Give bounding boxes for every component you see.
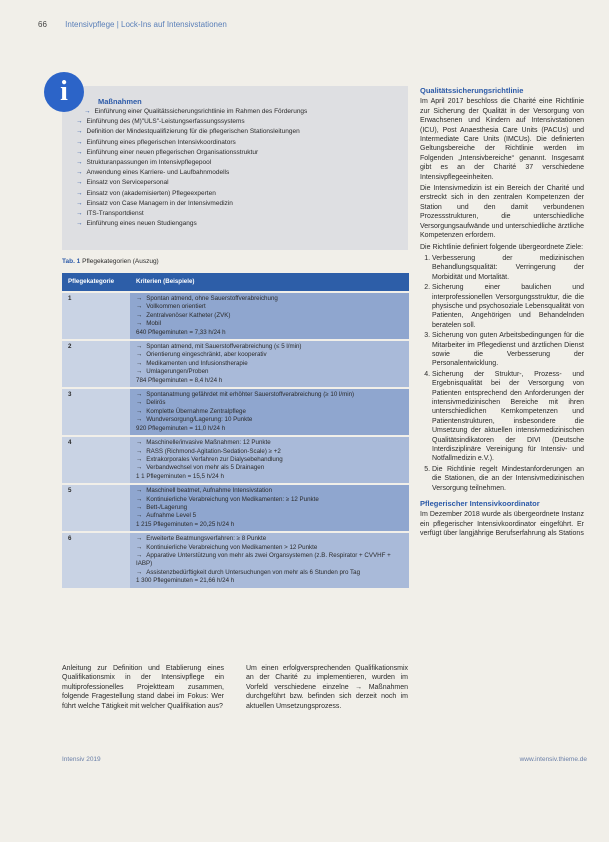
criteria-item: → RASS (Richmond-Agitation-Sedation-Scale) ≥ +2: [136, 448, 403, 456]
goal-item: 2. Sicherung einer baulichen und interprofessionellen Versorgungsstruktur, die die physische und psychosoziale Lebensqualität von Patienten, Angehörigen und Behandelnden beratelen soll.: [432, 283, 584, 330]
goal-item: 5. Die Richtlinie regelt Mindestanforderungen an die Stationen, die an der Intensivmedizinischen Versorgung teilnehmen.: [432, 465, 584, 493]
table-caption-label: Tab. 1: [62, 258, 81, 265]
page-footer: [62, 756, 587, 763]
criteria-item: → Aufnahme Level 5: [136, 512, 403, 520]
body-text-right: [420, 86, 584, 541]
section-heading: Qualitätssicherungsrichtlinie: [420, 86, 524, 95]
criteria-item: → Orientierung eingeschränkt, aber kooperativ: [136, 351, 403, 359]
criteria-cell: [130, 340, 409, 388]
criteria-cell: [130, 436, 409, 484]
measure-item: → Einführung einer Qualitätssicherungsrichtlinie im Rahmen des Förderungs: [76, 107, 406, 117]
criteria-item: → Extrakorporales Verfahren zur Dialysebehandlung: [136, 456, 403, 464]
category-cell: 3: [62, 388, 130, 436]
criteria-item: → Kontinuierliche Verabreichung von Medikamenten: ≥ 12 Punkte: [136, 496, 403, 504]
criteria-cell: [130, 532, 409, 588]
body-text-left: [62, 664, 224, 713]
body-text-middle: [246, 664, 408, 713]
footer-url: www.intensiv.thieme.de: [519, 756, 587, 763]
measure-item: → Einführung eines pflegerischen Intensivkoordinators: [76, 138, 406, 148]
measure-item: → Einsatz von (akademisierten) Pflegeexperten: [76, 189, 406, 199]
table-row: [62, 532, 409, 588]
criteria-item: → Assistenzbedürftigkeit durch Untersuchungen von mehr als 6 Stunden pro Tag: [136, 569, 403, 577]
measure-item: → ITS-Transportdienst: [76, 209, 406, 219]
criteria-item: → Mobil: [136, 320, 403, 328]
criteria-cell: [130, 484, 409, 532]
table-row: [62, 484, 409, 532]
measure-item: → Anwendung eines Karriere- und Laufbahnmodells: [76, 168, 406, 178]
criteria-item: → Wundversorgung/Lagerung: 10 Punkte: [136, 416, 403, 424]
criteria-item: → Maschinell beatmet, Aufnahme Intensivstation: [136, 487, 403, 495]
measure-item: → Einsatz von Case Managern in der Intensivmedizin: [76, 199, 406, 209]
category-cell: 6: [62, 532, 130, 588]
criteria-item: → Erweiterte Beatmungsverfahren: ≥ 8 Punkte: [136, 535, 403, 543]
criteria-item: → Delirös: [136, 399, 403, 407]
criteria-item: → Medikamenten und Infusionstherapie: [136, 360, 403, 368]
criteria-item: → Spontan atmend, ohne Sauerstoffverabreichung: [136, 295, 403, 303]
measures-list: [76, 107, 406, 229]
table-caption: [62, 258, 159, 265]
criteria-item: → Vollkommen orientiert: [136, 303, 403, 311]
table-row: [62, 436, 409, 484]
section-heading: Pflegerischer Intensivkoordinator: [420, 499, 540, 509]
category-cell: 2: [62, 340, 130, 388]
criteria-item: → Verbandwechsel von mehr als 5 Drainagen: [136, 464, 403, 472]
criteria-item: → Maschinelle/invasive Maßnahmen: 12 Punkte: [136, 439, 403, 447]
table-caption-text: Pflegekategorien (Auszug): [82, 258, 159, 265]
info-icon: i: [44, 72, 84, 112]
criteria-item: → Bett-/Lagerung: [136, 504, 403, 512]
care-minutes: 920 Pflegeminuten = 11,0 h/24 h: [136, 424, 226, 432]
paragraph: Anleitung zur Definition und Etablierung eines Qualifikationsmix in der Intensivpflege ein multiprofessionelles Projektteam zusammen, folgende Fragestellung stand dabei im Fokus: Wer führt welche Tätigkeit mit welcher Qualifikation aus?: [62, 665, 224, 710]
paragraph: Die Intensivmedizin ist ein Bereich der Charité und erstreckt sich in den zentralen Kompetenzen der Station und den damit verbundenen Prozessstrukturen, die unterschiedliche Versorgungsaufwände und unterschiedliche ärztliche Kompetenzen erfordern.: [420, 185, 584, 240]
care-minutes: 1 300 Pflegeminuten = 21,66 h/24 h: [136, 577, 235, 585]
goal-item: 4. Sicherung der Struktur-, Prozess- und Ergebnisqualität bei der Versorgung von Patienten entsprechend den Anforderungen der intensivmedizinischen Bereiche mit ihren unterschiedlichen Kernkompetenzen und Patientenstrukturen, insbesondere die Umsetzung der aktuellen intensivmedizinischen Qualitätsindikatoren der DIVI (Deutsche Interdisziplinäre Vereinigung für Intensiv- und Notfallmedizin e.V.).: [432, 370, 584, 464]
table-row: [62, 292, 409, 340]
criteria-item: → Kontinuierliche Verabreichung von Medikamenten > 12 Punkte: [136, 544, 403, 552]
paragraph: Im Dezember 2018 wurde als übergeordnete Instanz ein pflegerischer Intensivkoordinator eingeführt. Er verfügt über langjährige Berufserfahrung als Stations: [420, 511, 584, 538]
criteria-item: → Komplette Übernahme Zentralpflege: [136, 408, 403, 416]
care-minutes: 1 1 Pflegeminuten = 15,5 h/24 h: [136, 472, 224, 480]
table-row: [62, 388, 409, 436]
table-header-criteria: Kriterien (Beispiele): [130, 273, 409, 292]
measure-item: → Strukturanpassungen im Intensivpflegepool: [76, 158, 406, 168]
page-header: [38, 20, 227, 29]
criteria-cell: [130, 388, 409, 436]
measure-item: → Einsatz von Servicepersonal: [76, 178, 406, 188]
paragraph: Die Richtlinie definiert folgende übergeordnete Ziele:: [420, 243, 584, 251]
criteria-item: → Apparative Unterstützung von mehr als zwei Organsystemen (z.B. Respirator + CVVHF + IABP): [136, 552, 403, 569]
goals-list: [420, 254, 584, 493]
measure-item: → Definition der Mindestqualifizierung für die pflegerischen Stationsleitungen: [76, 127, 406, 137]
table-header-category: Pflegekategorie: [62, 273, 130, 292]
care-minutes: 1 215 Pflegeminuten = 20,25 h/24 h: [136, 520, 235, 528]
care-category-table: [62, 273, 409, 590]
criteria-cell: [130, 292, 409, 340]
measure-item: → Einführung einer neuen pflegerischen Organisationsstruktur: [76, 148, 406, 158]
care-minutes: 784 Pflegeminuten = 8,4 h/24 h: [136, 376, 223, 384]
measures-title: Maßnahmen: [98, 97, 142, 106]
footer-issue: Intensiv 2019: [62, 756, 101, 763]
criteria-item: → Spontan atmend, mit Sauerstoffverabreichung (≤ 5 l/min): [136, 343, 403, 351]
goal-item: 1. Verbesserung der medizinischen Behandlungsqualität: Verringerung der Morbidität und Mortalität.: [432, 254, 584, 282]
measure-item: → Einführung des (M)"ULS"-Leistungserfassungssystems: [76, 117, 406, 127]
category-cell: 1: [62, 292, 130, 340]
category-cell: 5: [62, 484, 130, 532]
page-number: 66: [38, 20, 47, 29]
care-minutes: 640 Pflegeminuten = 7,33 h/24 h: [136, 328, 226, 336]
goal-item: 3. Sicherung von guten Arbeitsbedingungen für die Mitarbeiter im Pflegedienst und ärztlichen Dienst sowie die Verbesserung der Personalentwicklung.: [432, 331, 584, 369]
table-row: [62, 340, 409, 388]
measure-item: → Einführung eines neuen Studiengangs: [76, 219, 406, 229]
criteria-item: → Spontanatmung gefährdet mit erhöhter Sauerstoffverabreichung (≥ 10 l/min): [136, 391, 403, 399]
running-title: Intensivpflege | Lock-Ins auf Intensivstationen: [65, 20, 227, 29]
paragraph: Um einen erfolgversprechenden Qualifikationsmix an der Charité zu implementieren, wurden im Vorfeld verschiedene einzelne → Maßnahmen durchgeführt bzw. befinden sich derzeit noch im aktuellen Umsetzungsprozess.: [246, 665, 408, 710]
paragraph: Im April 2017 beschloss die Charité eine Richtlinie zur Sicherung der Qualität in der Versorgung von Erwachsenen und Kindern auf Intensivstationen (ICU), Post Anaesthesia Care Units (PACUs) und Intermediate Care Units (IMCUs). Die definierten Geltungsbereiche der Richtlinie werden im Folgenden „Intensivbereiche“ genannt. Insgesamt gibt es an der Charité 37 verschiedene Intensivpflegeeinheiten.: [420, 98, 584, 181]
criteria-item: → Umlagerungen/Proben: [136, 368, 403, 376]
category-cell: 4: [62, 436, 130, 484]
criteria-item: → Zentralvenöser Katheter (ZVK): [136, 312, 403, 320]
